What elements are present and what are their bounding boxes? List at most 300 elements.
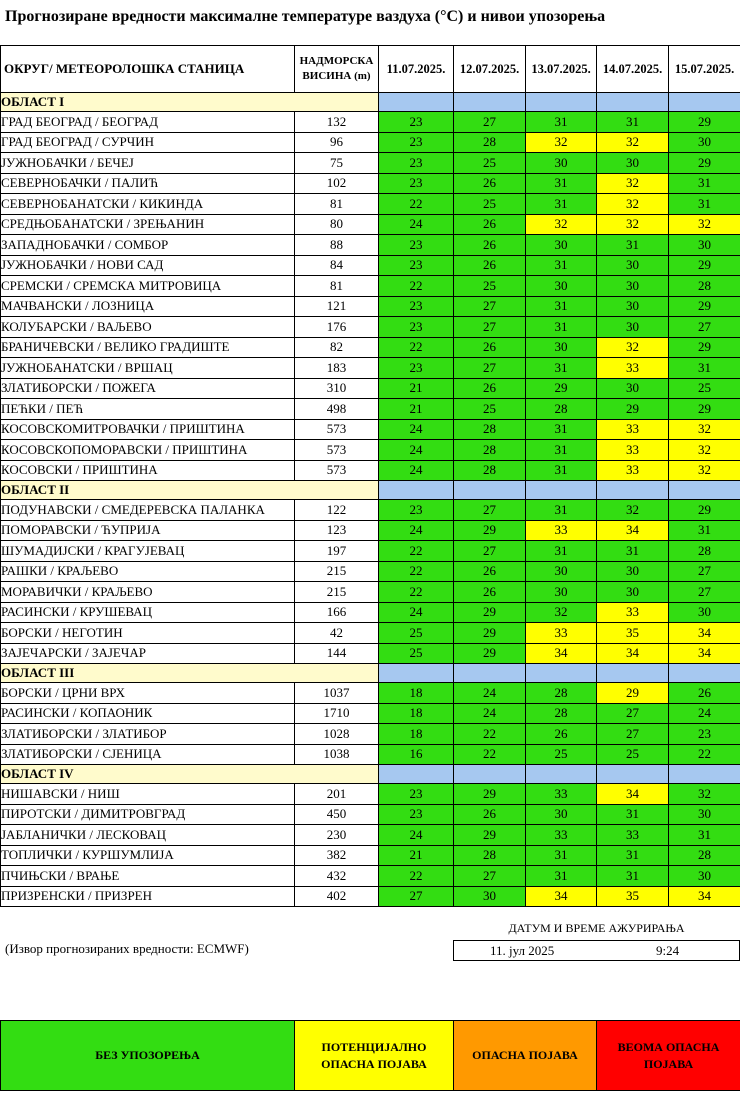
region-header-cell bbox=[597, 93, 669, 112]
station-altitude: 81 bbox=[295, 276, 379, 297]
temperature-cell: 33 bbox=[526, 784, 597, 805]
temperature-cell: 31 bbox=[526, 194, 597, 215]
temperature-cell: 32 bbox=[669, 784, 740, 805]
temperature-cell: 23 bbox=[379, 173, 454, 194]
station-altitude: 81 bbox=[295, 194, 379, 215]
temperature-cell: 26 bbox=[526, 724, 597, 745]
temperature-cell: 27 bbox=[454, 358, 526, 379]
temperature-cell: 30 bbox=[597, 276, 669, 297]
temperature-cell: 28 bbox=[669, 541, 740, 562]
temperature-cell: 23 bbox=[379, 132, 454, 153]
station-altitude: 82 bbox=[295, 337, 379, 358]
station-name: РАСИНСКИ / КРУШЕВАЦ bbox=[1, 602, 295, 623]
temperature-cell: 34 bbox=[669, 886, 740, 907]
temperature-cell: 33 bbox=[526, 623, 597, 644]
region-header-cell bbox=[454, 93, 526, 112]
temperature-cell: 24 bbox=[379, 214, 454, 235]
station-name: СРЕМСКИ / СРЕМСКА МИТРОВИЦА bbox=[1, 276, 295, 297]
table-row bbox=[1, 440, 740, 461]
table-row bbox=[1, 296, 740, 317]
legend-potentially-dangerous: ПОТЕНЦИЈАЛНО ОПАСНА ПОЈАВА bbox=[295, 1021, 454, 1091]
station-altitude: 1038 bbox=[295, 744, 379, 765]
station-name: ЗАЈЕЧАРСКИ / ЗАЈЕЧАР bbox=[1, 643, 295, 664]
temperature-cell: 28 bbox=[526, 683, 597, 704]
station-altitude: 230 bbox=[295, 825, 379, 846]
station-name: МАЧВАНСКИ / ЛОЗНИЦА bbox=[1, 296, 295, 317]
station-name: БОРСКИ / ЦРНИ ВРХ bbox=[1, 683, 295, 704]
temperature-cell: 27 bbox=[669, 582, 740, 603]
temperature-cell: 23 bbox=[669, 724, 740, 745]
region-label: ОБЛАСТ II bbox=[1, 481, 379, 500]
station-altitude: 573 bbox=[295, 419, 379, 440]
table-row bbox=[1, 419, 740, 440]
temperature-cell: 32 bbox=[669, 440, 740, 461]
region-header-cell bbox=[526, 93, 597, 112]
temperature-cell: 28 bbox=[454, 845, 526, 866]
region-header-cell bbox=[379, 765, 454, 784]
station-name: ПОДУНАВСКИ / СМЕДЕРЕВСКА ПАЛАНКА bbox=[1, 500, 295, 521]
legend-dangerous: ОПАСНА ПОЈАВА bbox=[454, 1021, 597, 1091]
temperature-cell: 31 bbox=[526, 255, 597, 276]
table-row bbox=[1, 724, 740, 745]
temperature-cell: 30 bbox=[597, 378, 669, 399]
temperature-cell: 30 bbox=[526, 337, 597, 358]
temperature-cell: 23 bbox=[379, 804, 454, 825]
region-header-cell bbox=[526, 664, 597, 683]
temperature-cell: 33 bbox=[597, 602, 669, 623]
region-header-cell bbox=[669, 93, 740, 112]
table-row bbox=[1, 194, 740, 215]
temperature-cell: 32 bbox=[669, 419, 740, 440]
temperature-cell: 30 bbox=[526, 153, 597, 174]
station-altitude: 166 bbox=[295, 602, 379, 623]
table-row bbox=[1, 643, 740, 664]
station-altitude: 310 bbox=[295, 378, 379, 399]
table-row bbox=[1, 784, 740, 805]
temperature-cell: 27 bbox=[454, 866, 526, 887]
station-altitude: 80 bbox=[295, 214, 379, 235]
station-altitude: 573 bbox=[295, 460, 379, 481]
temperature-cell: 30 bbox=[597, 296, 669, 317]
temperature-cell: 27 bbox=[454, 541, 526, 562]
region-row bbox=[1, 481, 740, 500]
temperature-cell: 24 bbox=[669, 703, 740, 724]
temperature-cell: 28 bbox=[454, 440, 526, 461]
station-name: ЈУЖНОБАНАТСКИ / ВРШАЦ bbox=[1, 358, 295, 379]
temperature-cell: 25 bbox=[454, 153, 526, 174]
station-name: КОСОВСКИ / ПРИШТИНА bbox=[1, 460, 295, 481]
temperature-cell: 26 bbox=[669, 683, 740, 704]
table-row bbox=[1, 541, 740, 562]
region-header-cell bbox=[597, 765, 669, 784]
station-name: ПРИЗРЕНСКИ / ПРИЗРЕН bbox=[1, 886, 295, 907]
region-header-cell bbox=[379, 481, 454, 500]
temperature-cell: 28 bbox=[454, 419, 526, 440]
temperature-cell: 27 bbox=[454, 317, 526, 338]
table-row bbox=[1, 602, 740, 623]
temperature-cell: 22 bbox=[454, 724, 526, 745]
region-label: ОБЛАСТ I bbox=[1, 93, 379, 112]
temperature-cell: 26 bbox=[454, 255, 526, 276]
temperature-cell: 22 bbox=[379, 866, 454, 887]
station-name: ПОМОРАВСКИ / ЋУПРИЈА bbox=[1, 520, 295, 541]
region-header-cell bbox=[669, 765, 740, 784]
station-name: СРЕДЊОБАНАТСКИ / ЗРЕЊАНИН bbox=[1, 214, 295, 235]
temperature-cell: 31 bbox=[597, 112, 669, 133]
region-row bbox=[1, 765, 740, 784]
temperature-cell: 32 bbox=[669, 460, 740, 481]
temperature-cell: 34 bbox=[597, 643, 669, 664]
temperature-cell: 22 bbox=[454, 744, 526, 765]
temperature-cell: 34 bbox=[526, 643, 597, 664]
temperature-cell: 30 bbox=[597, 582, 669, 603]
temperature-cell: 28 bbox=[454, 132, 526, 153]
temperature-cell: 27 bbox=[597, 724, 669, 745]
update-date: 11. јул 2025 bbox=[490, 943, 555, 958]
temperature-cell: 18 bbox=[379, 683, 454, 704]
legend-no-warning: БЕЗ УПОЗОРЕЊА bbox=[1, 1021, 295, 1091]
temperature-cell: 34 bbox=[669, 643, 740, 664]
temperature-cell: 32 bbox=[597, 132, 669, 153]
temperature-cell: 29 bbox=[454, 520, 526, 541]
temperature-cell: 29 bbox=[526, 378, 597, 399]
temperature-cell: 30 bbox=[597, 255, 669, 276]
temperature-cell: 21 bbox=[379, 845, 454, 866]
temperature-cell: 29 bbox=[454, 784, 526, 805]
temperature-cell: 21 bbox=[379, 399, 454, 420]
temperature-cell: 34 bbox=[669, 623, 740, 644]
temperature-cell: 30 bbox=[669, 132, 740, 153]
temperature-cell: 31 bbox=[526, 460, 597, 481]
temperature-cell: 28 bbox=[454, 460, 526, 481]
temperature-cell: 21 bbox=[379, 378, 454, 399]
station-name: КОСОВСКОМИТРОВАЧКИ / ПРИШТИНА bbox=[1, 419, 295, 440]
temperature-cell: 30 bbox=[526, 561, 597, 582]
temperature-cell: 29 bbox=[669, 296, 740, 317]
temperature-cell: 32 bbox=[526, 214, 597, 235]
region-header-cell bbox=[597, 481, 669, 500]
table-row bbox=[1, 744, 740, 765]
station-altitude: 215 bbox=[295, 561, 379, 582]
temperature-cell: 23 bbox=[379, 500, 454, 521]
station-name: КОСОВСКОПОМОРАВСКИ / ПРИШТИНА bbox=[1, 440, 295, 461]
temperature-cell: 29 bbox=[597, 683, 669, 704]
station-name: ЈУЖНОБАЧКИ / БЕЧЕЈ bbox=[1, 153, 295, 174]
temperature-cell: 27 bbox=[669, 561, 740, 582]
temperature-cell: 29 bbox=[454, 602, 526, 623]
station-name: МОРАВИЧКИ / КРАЉЕВО bbox=[1, 582, 295, 603]
temperature-cell: 27 bbox=[454, 500, 526, 521]
temperature-cell: 29 bbox=[597, 399, 669, 420]
temperature-cell: 31 bbox=[526, 173, 597, 194]
temperature-cell: 34 bbox=[597, 520, 669, 541]
temperature-cell: 26 bbox=[454, 561, 526, 582]
table-row bbox=[1, 214, 740, 235]
station-altitude: 96 bbox=[295, 132, 379, 153]
temperature-cell: 31 bbox=[526, 317, 597, 338]
temperature-cell: 31 bbox=[526, 419, 597, 440]
temperature-cell: 33 bbox=[597, 825, 669, 846]
temperature-cell: 25 bbox=[526, 744, 597, 765]
temperature-cell: 32 bbox=[526, 602, 597, 623]
temperature-cell: 31 bbox=[526, 440, 597, 461]
station-name: ПИРОТСКИ / ДИМИТРОВГРАД bbox=[1, 804, 295, 825]
data-source-note: (Извор прогнозираних вредности: ECMWF) bbox=[5, 941, 249, 956]
temperature-cell: 31 bbox=[526, 358, 597, 379]
temperature-cell: 31 bbox=[526, 541, 597, 562]
temperature-cell: 24 bbox=[454, 683, 526, 704]
temperature-cell: 18 bbox=[379, 703, 454, 724]
forecast-table bbox=[0, 45, 740, 907]
temperature-cell: 31 bbox=[669, 194, 740, 215]
temperature-cell: 25 bbox=[669, 378, 740, 399]
temperature-cell: 23 bbox=[379, 784, 454, 805]
temperature-cell: 22 bbox=[379, 276, 454, 297]
station-altitude: 183 bbox=[295, 358, 379, 379]
temperature-cell: 29 bbox=[454, 643, 526, 664]
station-altitude: 498 bbox=[295, 399, 379, 420]
temperature-cell: 31 bbox=[669, 520, 740, 541]
temperature-cell: 26 bbox=[454, 235, 526, 256]
temperature-cell: 29 bbox=[669, 112, 740, 133]
temperature-cell: 27 bbox=[669, 317, 740, 338]
temperature-cell: 23 bbox=[379, 255, 454, 276]
temperature-cell: 30 bbox=[597, 153, 669, 174]
temperature-cell: 26 bbox=[454, 804, 526, 825]
temperature-cell: 16 bbox=[379, 744, 454, 765]
table-row bbox=[1, 276, 740, 297]
temperature-cell: 23 bbox=[379, 296, 454, 317]
temperature-cell: 35 bbox=[597, 886, 669, 907]
table-row bbox=[1, 582, 740, 603]
temperature-cell: 31 bbox=[597, 866, 669, 887]
station-name: ПЕЋКИ / ПЕЋ bbox=[1, 399, 295, 420]
station-name: РАШКИ / КРАЉЕВО bbox=[1, 561, 295, 582]
region-row bbox=[1, 664, 740, 683]
temperature-cell: 29 bbox=[454, 623, 526, 644]
station-altitude: 75 bbox=[295, 153, 379, 174]
temperature-cell: 27 bbox=[379, 886, 454, 907]
table-row bbox=[1, 804, 740, 825]
table-row bbox=[1, 845, 740, 866]
update-time: 9:24 bbox=[656, 943, 680, 958]
temperature-cell: 30 bbox=[526, 804, 597, 825]
page-title: Прогнозиране вредности максималне температуре ваздуха (°C) и нивои упозорења bbox=[5, 8, 606, 25]
region-header-cell bbox=[526, 765, 597, 784]
temperature-cell: 23 bbox=[379, 358, 454, 379]
temperature-cell: 23 bbox=[379, 317, 454, 338]
station-altitude: 121 bbox=[295, 296, 379, 317]
station-altitude: 215 bbox=[295, 582, 379, 603]
temperature-cell: 28 bbox=[526, 703, 597, 724]
temperature-cell: 30 bbox=[597, 561, 669, 582]
table-row bbox=[1, 520, 740, 541]
table-row bbox=[1, 683, 740, 704]
temperature-cell: 23 bbox=[379, 235, 454, 256]
table-row bbox=[1, 358, 740, 379]
station-name: ЈАБЛАНИЧКИ / ЛЕСКОВАЦ bbox=[1, 825, 295, 846]
temperature-cell: 30 bbox=[669, 804, 740, 825]
region-header-cell bbox=[669, 481, 740, 500]
station-name: ЈУЖНОБАЧКИ / НОВИ САД bbox=[1, 255, 295, 276]
temperature-cell: 30 bbox=[454, 886, 526, 907]
temperature-cell: 33 bbox=[597, 460, 669, 481]
temperature-cell: 25 bbox=[379, 643, 454, 664]
temperature-cell: 22 bbox=[379, 337, 454, 358]
station-altitude: 122 bbox=[295, 500, 379, 521]
temperature-cell: 27 bbox=[454, 112, 526, 133]
station-altitude: 42 bbox=[295, 623, 379, 644]
temperature-cell: 24 bbox=[379, 460, 454, 481]
station-name: ШУМАДИЈСКИ / КРАГУЈЕВАЦ bbox=[1, 541, 295, 562]
warning-legend bbox=[0, 1020, 740, 1091]
station-altitude: 197 bbox=[295, 541, 379, 562]
station-name: НИШАВСКИ / НИШ bbox=[1, 784, 295, 805]
temperature-cell: 31 bbox=[526, 845, 597, 866]
table-row bbox=[1, 235, 740, 256]
temperature-cell: 33 bbox=[597, 358, 669, 379]
temperature-cell: 30 bbox=[526, 235, 597, 256]
temperature-cell: 24 bbox=[379, 825, 454, 846]
table-row bbox=[1, 866, 740, 887]
table-row bbox=[1, 132, 740, 153]
temperature-cell: 31 bbox=[526, 112, 597, 133]
date-column-header: 13.07.2025. bbox=[526, 46, 597, 93]
temperature-cell: 26 bbox=[454, 378, 526, 399]
temperature-cell: 29 bbox=[669, 500, 740, 521]
station-name: КОЛУБАРСКИ / ВАЉЕВО bbox=[1, 317, 295, 338]
temperature-cell: 31 bbox=[597, 541, 669, 562]
station-altitude: 450 bbox=[295, 804, 379, 825]
temperature-cell: 26 bbox=[454, 582, 526, 603]
temperature-cell: 25 bbox=[454, 194, 526, 215]
temperature-cell: 32 bbox=[597, 500, 669, 521]
temperature-cell: 30 bbox=[669, 866, 740, 887]
date-column-header: 15.07.2025. bbox=[669, 46, 740, 93]
table-row bbox=[1, 500, 740, 521]
region-header-cell bbox=[454, 481, 526, 500]
station-altitude: 84 bbox=[295, 255, 379, 276]
temperature-cell: 32 bbox=[669, 214, 740, 235]
temperature-cell: 33 bbox=[597, 419, 669, 440]
temperature-cell: 28 bbox=[669, 845, 740, 866]
temperature-cell: 18 bbox=[379, 724, 454, 745]
region-header-cell bbox=[454, 664, 526, 683]
temperature-cell: 23 bbox=[379, 153, 454, 174]
temperature-cell: 32 bbox=[526, 132, 597, 153]
region-label: ОБЛАСТ IV bbox=[1, 765, 379, 784]
region-header-cell bbox=[526, 481, 597, 500]
temperature-cell: 22 bbox=[379, 582, 454, 603]
temperature-cell: 30 bbox=[597, 317, 669, 338]
temperature-cell: 31 bbox=[526, 500, 597, 521]
table-row bbox=[1, 825, 740, 846]
station-altitude: 123 bbox=[295, 520, 379, 541]
date-column-header: 11.07.2025. bbox=[379, 46, 454, 93]
temperature-cell: 29 bbox=[669, 337, 740, 358]
temperature-cell: 27 bbox=[454, 296, 526, 317]
table-row bbox=[1, 561, 740, 582]
station-name: БРАНИЧЕВСКИ / ВЕЛИКО ГРАДИШТЕ bbox=[1, 337, 295, 358]
temperature-cell: 22 bbox=[669, 744, 740, 765]
station-altitude: 382 bbox=[295, 845, 379, 866]
temperature-cell: 31 bbox=[669, 173, 740, 194]
station-altitude: 573 bbox=[295, 440, 379, 461]
station-altitude: 144 bbox=[295, 643, 379, 664]
temperature-cell: 34 bbox=[526, 886, 597, 907]
station-name: ЗЛАТИБОРСКИ / ПОЖЕГА bbox=[1, 378, 295, 399]
station-name: БОРСКИ / НЕГОТИН bbox=[1, 623, 295, 644]
temperature-cell: 31 bbox=[526, 296, 597, 317]
table-row bbox=[1, 317, 740, 338]
temperature-cell: 28 bbox=[526, 399, 597, 420]
station-altitude: 432 bbox=[295, 866, 379, 887]
table-row bbox=[1, 337, 740, 358]
date-column-header: 14.07.2025. bbox=[597, 46, 669, 93]
temperature-cell: 29 bbox=[669, 255, 740, 276]
temperature-cell: 22 bbox=[379, 561, 454, 582]
temperature-cell: 30 bbox=[669, 235, 740, 256]
station-altitude: 102 bbox=[295, 173, 379, 194]
header-row bbox=[1, 46, 740, 93]
temperature-cell: 26 bbox=[454, 337, 526, 358]
temperature-cell: 25 bbox=[597, 744, 669, 765]
temperature-cell: 31 bbox=[597, 804, 669, 825]
temperature-cell: 25 bbox=[454, 276, 526, 297]
temperature-cell: 33 bbox=[526, 825, 597, 846]
temperature-cell: 31 bbox=[597, 845, 669, 866]
forecast-table-body bbox=[1, 93, 740, 907]
temperature-cell: 24 bbox=[379, 419, 454, 440]
station-name: ПЧИЊСКИ / ВРАЊЕ bbox=[1, 866, 295, 887]
temperature-cell: 23 bbox=[379, 112, 454, 133]
legend-very-dangerous: ВЕОМА ОПАСНА ПОЈАВА bbox=[597, 1021, 740, 1091]
temperature-cell: 31 bbox=[597, 235, 669, 256]
temperature-cell: 32 bbox=[597, 173, 669, 194]
temperature-cell: 29 bbox=[669, 399, 740, 420]
station-name: ЗЛАТИБОРСКИ / ЗЛАТИБОР bbox=[1, 724, 295, 745]
station-altitude: 132 bbox=[295, 112, 379, 133]
temperature-cell: 24 bbox=[379, 520, 454, 541]
temperature-cell: 24 bbox=[379, 440, 454, 461]
table-row bbox=[1, 623, 740, 644]
table-row bbox=[1, 886, 740, 907]
temperature-cell: 25 bbox=[379, 623, 454, 644]
table-row bbox=[1, 173, 740, 194]
region-header-cell bbox=[669, 664, 740, 683]
temperature-cell: 29 bbox=[454, 825, 526, 846]
temperature-cell: 25 bbox=[454, 399, 526, 420]
station-name: ТОПЛИЧКИ / КУРШУМЛИЈА bbox=[1, 845, 295, 866]
region-header-cell bbox=[379, 93, 454, 112]
table-row bbox=[1, 703, 740, 724]
station-altitude: 1037 bbox=[295, 683, 379, 704]
temperature-cell: 22 bbox=[379, 194, 454, 215]
station-altitude: 176 bbox=[295, 317, 379, 338]
table-row bbox=[1, 112, 740, 133]
region-row bbox=[1, 93, 740, 112]
temperature-cell: 31 bbox=[669, 358, 740, 379]
station-name: ЗЛАТИБОРСКИ / СЈЕНИЦА bbox=[1, 744, 295, 765]
update-box bbox=[453, 940, 740, 961]
table-row bbox=[1, 153, 740, 174]
station-name: РАСИНСКИ / КОПАОНИК bbox=[1, 703, 295, 724]
station-altitude: 1710 bbox=[295, 703, 379, 724]
table-row bbox=[1, 399, 740, 420]
temperature-cell: 32 bbox=[597, 337, 669, 358]
temperature-cell: 28 bbox=[669, 276, 740, 297]
temperature-cell: 29 bbox=[669, 153, 740, 174]
